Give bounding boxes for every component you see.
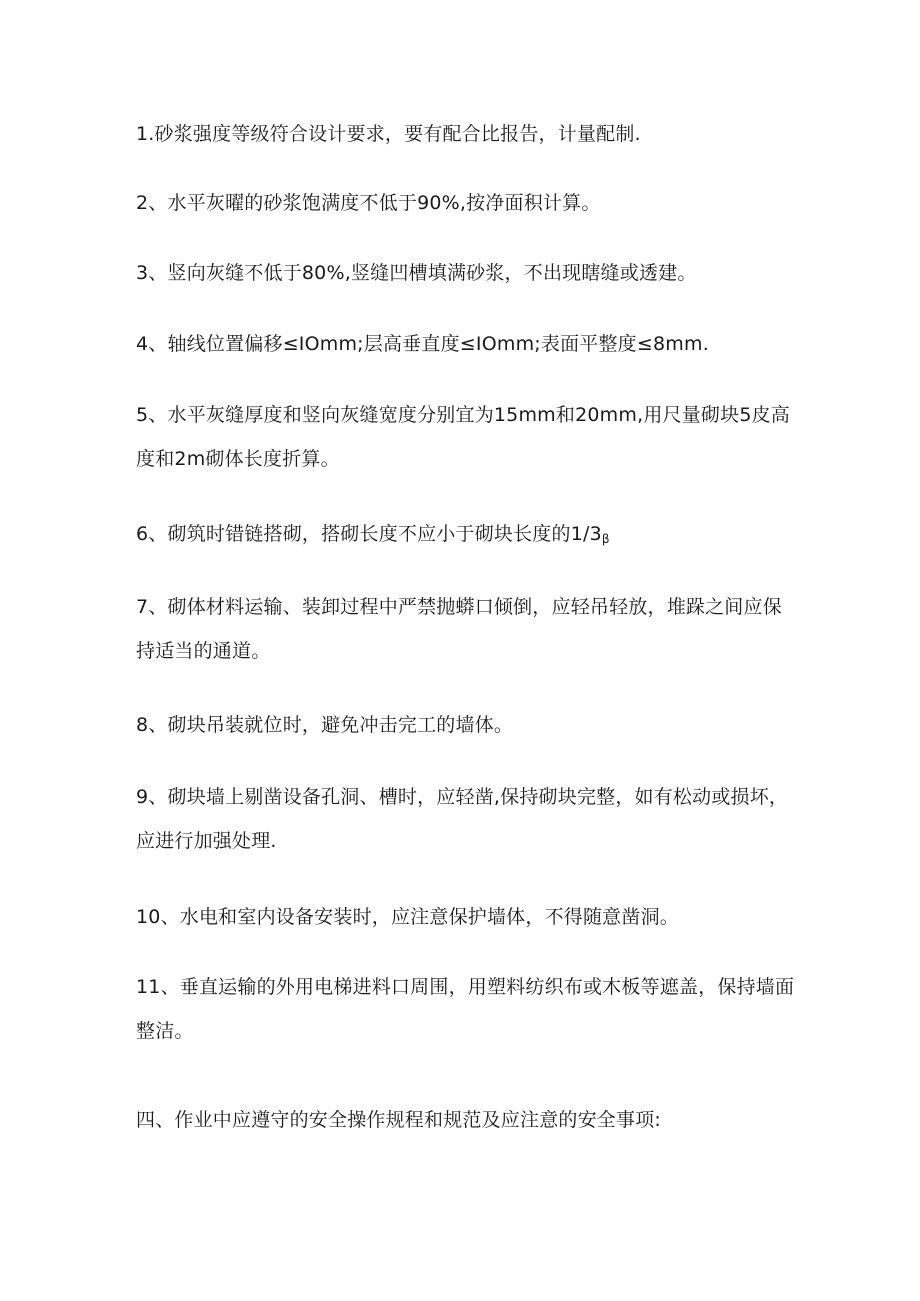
paragraph-item-9: 9、砌块墙上剔凿设备孔洞、槽时，应轻凿,保持砌块完整，如有松动或损坏，应进行加强处理.: [136, 786, 789, 852]
paragraph-item-10: 10、水电和室内设备安装时，应注意保护墙体，不得随意凿洞。: [136, 906, 679, 928]
paragraph-item-2: 2、水平灰曜的砂浆饱满度不低于90%,按净面积计算。: [136, 192, 601, 214]
section-heading-4: 四、作业中应遵守的安全操作规程和规范及应注意的安全事项:: [136, 1109, 662, 1131]
paragraph-item-6-suffix: β: [601, 532, 610, 546]
paragraph-item-1: 1.砂浆强度等级符合设计要求，要有配合比报告，计量配制.: [136, 123, 641, 145]
paragraph-item-4: 4、轴线位置偏移≤IOmm;层高垂直度≤IOmm;表面平整度≤8mm.: [136, 333, 709, 355]
paragraph-item-6-text: 6、砌筑时错链搭砌，搭砌长度不应小于砌块长度的1∕3: [136, 523, 602, 545]
paragraph-item-7: 7、砌体材料运输、装卸过程中严禁抛蟒口倾倒，应轻吊轻放，堆跺之间应保持适当的通道。: [136, 596, 782, 662]
paragraph-item-5: 5、水平灰缝厚度和竖向灰缝宽度分别宜为15mm和20mm,用尺量砌块5皮高度和2m砌体长度折算。: [136, 404, 791, 470]
paragraph-item-8: 8、砌块吊装就位时，避免冲击完工的墙体。: [136, 714, 514, 736]
paragraph-item-3: 3、竖向灰缝不低于80%,竖缝凹槽填满砂浆，不出现瞎缝或透建。: [136, 262, 697, 284]
paragraph-item-11: 11、垂直运输的外用电梯进料口周围，用塑料纺织布或木板等遮盖，保持墙面整洁。: [136, 976, 795, 1042]
paragraph-item-6: [136, 512, 796, 561]
